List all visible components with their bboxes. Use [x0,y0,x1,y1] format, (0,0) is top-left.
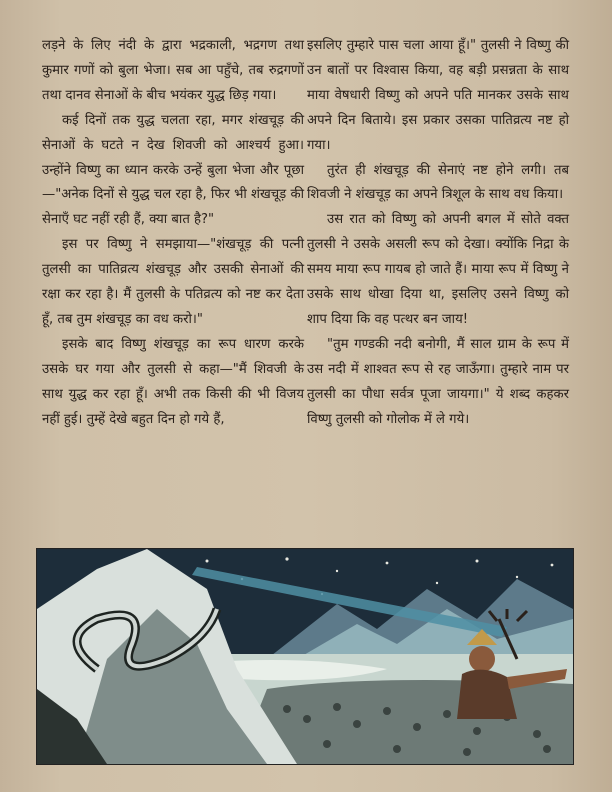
paragraph: उस रात को विष्णु को अपनी बगल में सोते वक्त तुलसी ने उसके असली रूप को देखा। क्योंकि निद्रा के समय माया रूप गायब हो जाते हैं। माया रूप में विष्णु ने उसके साथ धोखा दिया था, इसलिए उसने विष्णु को शाप दिया कि वह पत्थर बन जाय! [307,212,569,327]
paragraph: तुरंत ही शंखचूड़ की सेनाएं नष्ट होने लगी। तब शिवजी ने शंखचूड़ का अपने त्रिशूल के साथ वध किया। [307,162,569,203]
paragraph: लड़ने के लिए नंदी के द्वारा भद्रकाली, भद्रगण तथा कुमार गणों को बुला भेजा। सब आ पहुँचे, तब रुद्रगणों तथा दानव सेनाओं के बीच भयंकर युद्ध छिड़ गया। [42,38,304,103]
paragraph: कई दिनों तक युद्ध चलता रहा, मगर शंखचूड़ की सेनाओं के घटते न देख शिवजी को आश्चर्य हुआ। उन्होंने विष्णु का ध्यान करके उन्हें बुला भेजा और पूछा—"अनेक दिनों से युद्ध चल रहा है, फिर भी शंखचूड़ की सेनाएँ घट नहीं रही हैं, क्या बात है?" [42,112,304,228]
paragraph: इसके बाद विष्णु शंखचूड़ का रूप धारण करके उसके घर गया और तुलसी से कहा—"मैं शिवजी के साथ युद्ध कर रहा हूँ। अभी तक किसी की भी विजय नहीं हुई। तुम्हें देखे बहुत दिन हो गये हैं, [42,336,304,427]
paragraph: इसलिए तुम्हारे पास चला आया हूँ।" तुलसी ने विष्णु की उन बातों पर विश्वास किया, वह बड़ी प्रसन्नता के साथ माया वेषधारी विष्णु को अपने पति मानकर उसके साथ अपने दिन बिताये। इस प्रकार उसका पातिव्रत्य नष्ट हो गया। [307,38,569,153]
left-text-column [42,34,304,433]
paragraph: इस पर विष्णु ने समझाया—"शंखचूड़ की पत्नी तुलसी का पातिव्रत्य शंखचूड़ और उसकी सेनाओं की रक्षा कर रहा है। मैं तुलसी के पतिव्रत्य को नष्ट कर देता हूँ, तब तुम शंखचूड़ का वध करो।" [42,237,304,327]
paragraph: "तुम गण्डकी नदी बनोगी, मैं साल ग्राम के रूप में उस नदी में शाश्वत रूप से रह जाऊँगा। तुम्हारे नाम पर तुलसी का पौधा सर्वत्र पूजा जायगा।" ये शब्द कहकर विष्णु तुलसी को गोलोक में ले गये। [307,336,569,427]
right-text-column [307,34,569,433]
illustration-svg [37,549,573,764]
battle-illustration [36,548,574,765]
